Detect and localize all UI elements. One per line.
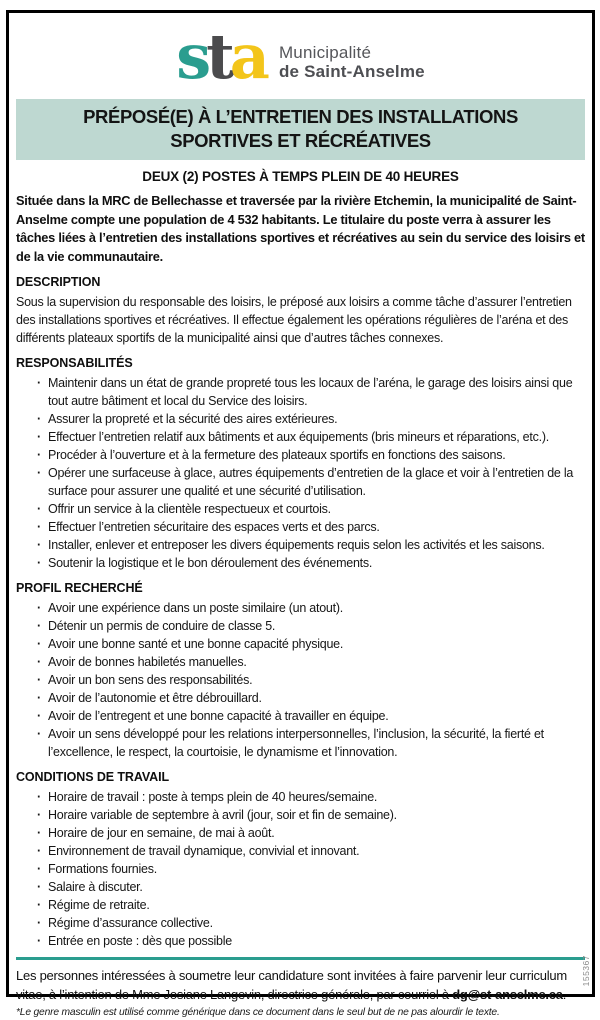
intro-paragraph: Située dans la MRC de Bellechasse et traversée par la rivière Etchemin, la municipalité de Saint-Anselme compte une population de 4 532 habitants. Le titulaire du poste verra à assurer les tâches liées à l’entretien des installations sportives et récréatives au sein du service des loisirs et de la vie communautaire. — [16, 193, 585, 264]
bullet-item: · Horaire de jour en semaine, de mai à août. — [37, 824, 585, 842]
responsabilites-list — [37, 374, 585, 572]
bullet-item: · Procéder à l’ouverture et à la fermeture des plateaux sportifs en fonctions des saisons. — [37, 446, 585, 464]
bullet-item: · Avoir une bonne santé et une bonne capacité physique. — [37, 635, 585, 653]
ad-reference-number: 155367 — [581, 954, 591, 986]
teal-divider — [16, 957, 585, 960]
section-description — [16, 274, 585, 347]
bullet-item: · Avoir de bonnes habiletés manuelles. — [37, 653, 585, 671]
bullet-item: · Régime d’assurance collective. — [37, 914, 585, 932]
section-responsabilites — [16, 355, 585, 572]
section-conditions — [16, 769, 585, 950]
bullet-item: · Formations fournies. — [37, 860, 585, 878]
bullet-item: · Horaire de travail : poste à temps plein de 40 heures/semaine. — [37, 788, 585, 806]
org-line-saint-anselme: de Saint-Anselme — [278, 61, 425, 81]
bullet-item: · Avoir un sens développé pour les relations interpersonnelles, l’inclusion, la sécurité, la fierté et l’excellence, le respect, la courtoisie, le dynamisme et l’innovation. — [37, 725, 585, 761]
bullet-item: · Installer, enlever et entreposer les divers équipements requis selon les activités et les saisons. — [37, 536, 585, 554]
bullet-item: · Horaire variable de septembre à avril (jour, soir et fin de semaine). — [37, 806, 585, 824]
profil-list — [37, 599, 585, 761]
bullet-item: · Avoir de l’entregent et une bonne capacité à travailler en équipe. — [37, 707, 585, 725]
header — [16, 21, 585, 93]
bullet-item: · Soutenir la logistique et le bon déroulement des événements. — [37, 554, 585, 572]
municipality-logo — [176, 20, 265, 93]
section-heading-responsabilites: RESPONSABILITÉS — [16, 356, 133, 370]
job-ad-bordered-container — [6, 10, 595, 1018]
bullet-item: · Salaire à discuter. — [37, 878, 585, 896]
bullet-item: · Offrir un service à la clientèle respectueux et courtois. — [37, 500, 585, 518]
job-title-banner — [16, 99, 585, 160]
application-text-end: . — [562, 987, 567, 1002]
bullet-item: · Maintenir dans un état de grande propreté tous les locaux de l’aréna, le garage des loisirs ainsi que tout autre bâtiment et local du Service des loisirs. — [37, 374, 585, 410]
application-instructions — [16, 966, 585, 1004]
org-line-municipalite: Municipalité — [278, 42, 372, 62]
bullet-item: · Assurer la propreté et la sécurité des aires extérieures. — [37, 410, 585, 428]
job-title-line2: SPORTIVES ET RÉCRÉATIVES — [170, 130, 431, 151]
bullet-item: · Environnement de travail dynamique, convivial et innovant. — [37, 842, 585, 860]
section-heading-description: DESCRIPTION — [16, 275, 101, 289]
application-text: Les personnes intéressées à soumetre leur candidature sont invitées à faire parvenir leur curriculum vitae, à l’intention de Mme Josiane Langevin, directrice générale, par courriel à — [16, 968, 567, 1002]
logo-letter-a: a — [229, 20, 265, 93]
logo-letter-t: t — [206, 20, 230, 93]
job-title-line1: PRÉPOSÉ(E) À L’ENTRETIEN DES INSTALLATIONS — [83, 106, 518, 127]
bullet-item: · Entrée en poste : dès que possible — [37, 932, 585, 950]
bullet-item: · Avoir de l’autonomie et être débrouillard. — [37, 689, 585, 707]
bullet-item: · Opérer une surfaceuse à glace, autres équipements d’entretien de la glace et voir à l’entretien de la surface pour assurer une qualité et une sécurité d’utilisation. — [37, 464, 585, 500]
bullet-item: · Avoir une expérience dans un poste similaire (un atout). — [37, 599, 585, 617]
application-email: dg@st-anselme.ca — [452, 987, 563, 1002]
organization-name — [279, 33, 425, 82]
positions-subtitle: DEUX (2) POSTES À TEMPS PLEIN DE 40 HEURES — [142, 169, 459, 184]
section-profil — [16, 580, 585, 761]
section-heading-conditions: CONDITIONS DE TRAVAIL — [16, 770, 169, 784]
logo-letter-s: s — [176, 20, 207, 93]
bullet-item: · Effectuer l’entretien sécuritaire des espaces verts et des parcs. — [37, 518, 585, 536]
bullet-item: · Effectuer l’entretien relatif aux bâtiments et aux équipements (bris mineurs et réparations, etc.). — [37, 428, 585, 446]
gender-footnote: *Le genre masculin est utilisé comme générique dans ce document dans le seul but de ne pas alourdir le texte. — [16, 1007, 500, 1018]
conditions-list — [37, 788, 585, 950]
description-paragraph: Sous la supervision du responsable des loisirs, le préposé aux loisirs a comme tâche d’assurer l’entretien des installations sportives et récréatives. Il effectue également les opérations régulières de l’aréna et des différents plateaux sportifs de la municipalité ainsi que d’autres tâches connexes. — [16, 295, 572, 345]
bullet-item: · Régime de retraite. — [37, 896, 585, 914]
bullet-item: · Détenir un permis de conduire de classe 5. — [37, 617, 585, 635]
section-heading-profil: PROFIL RECHERCHÉ — [16, 581, 143, 595]
bullet-item: · Avoir un bon sens des responsabilités. — [37, 671, 585, 689]
